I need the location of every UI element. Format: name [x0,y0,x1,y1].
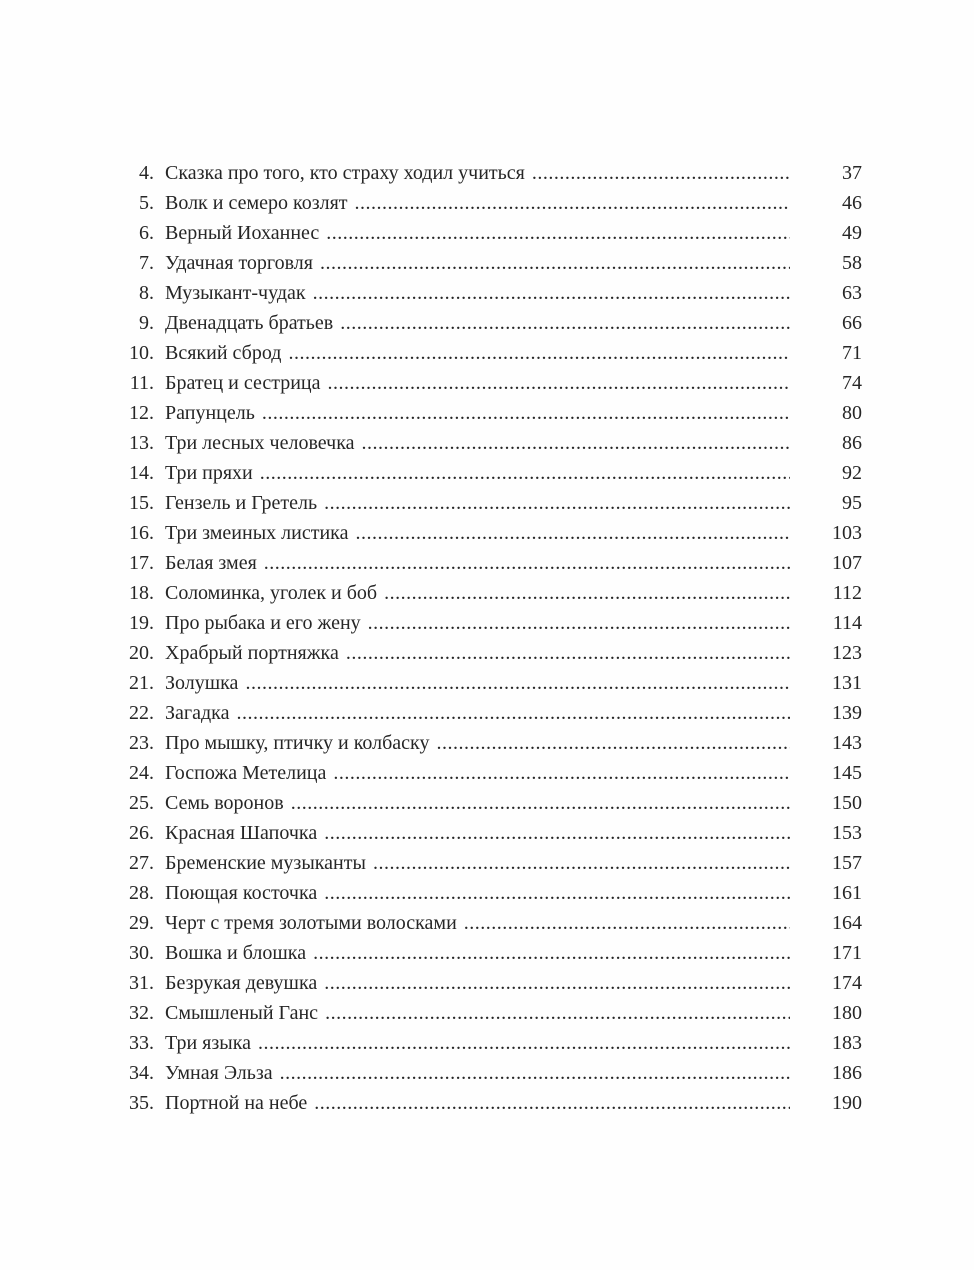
toc-entry-number: 14. [129,462,154,484]
toc-entry-number: 30. [129,942,154,964]
toc-entry-page: 95 [842,492,862,514]
toc-entry [112,488,862,518]
dot-leader [324,818,790,848]
toc-entry-title: Черт с тремя золотыми волосками [165,912,457,934]
toc-entry-number: 33. [129,1032,154,1054]
toc-entry-page: 114 [832,612,862,634]
dot-leader [368,608,790,638]
dot-leader [320,248,790,278]
toc-entry-page: 150 [832,792,862,814]
toc-entry-title: Всякий сброд [165,342,282,364]
toc-entry-title: Безрукая девушка [165,972,318,994]
toc-entry-number: 9. [139,312,154,334]
toc-entry-number: 20. [129,642,154,664]
toc-entry-title: Удачная торговля [165,252,313,274]
toc-entry-page: 92 [842,462,862,484]
toc-entry [112,428,862,458]
toc-entry-page: 131 [832,672,862,694]
toc-entry [112,578,862,608]
toc-entry-title: Поющая косточка [165,882,318,904]
toc-entry-number: 17. [129,552,154,574]
toc-entry-number: 4. [139,162,154,184]
toc-entry [112,1088,862,1118]
toc-entry-number: 29. [129,912,154,934]
toc-entry-number: 23. [129,732,154,754]
toc-entry-title: Умная Эльза [165,1062,273,1084]
toc-entry-title: Верный Иоханнес [165,222,320,244]
toc-entry-title: Смышленый Ганс [165,1002,319,1024]
toc-entry-page: 107 [832,552,862,574]
dot-leader [355,518,790,548]
dot-leader [384,578,790,608]
toc-entry-page: 66 [842,312,862,334]
toc-entry-page: 153 [832,822,862,844]
toc-entry-page: 161 [832,882,862,904]
dot-leader [362,428,790,458]
toc-entry-title: Белая змея [165,552,257,574]
toc-entry-number: 21. [129,672,154,694]
toc-entry-page: 164 [832,912,862,934]
toc-entry-page: 139 [832,702,862,724]
dot-leader [324,488,790,518]
toc-entry-page: 103 [832,522,862,544]
toc-entry [112,308,862,338]
toc-entry-number: 11. [129,372,154,394]
toc-entry-title: Храбрый портняжка [165,642,339,664]
toc-entry-title: Бременские музыканты [165,852,366,874]
toc-entry-title: Семь воронов [165,792,284,814]
toc-entry-page: 49 [842,222,862,244]
toc-entry [112,608,862,638]
toc-entry-title: Три пряхи [165,462,253,484]
dot-leader [258,1028,790,1058]
toc-entry-number: 8. [139,282,154,304]
toc-entry-title: Двенадцать братьев [165,312,334,334]
toc-entry [112,758,862,788]
toc-entry [112,218,862,248]
toc-entry-page: 174 [832,972,862,994]
dot-leader [264,548,790,578]
toc-entry-title: Музыкант-чудак [165,282,306,304]
toc-entry-page: 190 [832,1092,862,1114]
toc-entry [112,728,862,758]
toc-entry-title: Загадка [165,702,230,724]
toc-entry [112,368,862,398]
toc-entry-number: 28. [129,882,154,904]
toc-entry-title: Гензель и Гретель [165,492,318,514]
toc-entry-number: 24. [129,762,154,784]
dot-leader [373,848,790,878]
toc-entry-number: 16. [129,522,154,544]
dot-leader [236,698,790,728]
toc-entry-number: 18. [129,582,154,604]
toc-entry-number: 5. [139,192,154,214]
dot-leader [532,158,790,188]
toc-entry [112,1028,862,1058]
toc-entry-number: 12. [129,402,154,424]
toc-entry-number: 35. [129,1092,154,1114]
toc-entry-page: 112 [832,582,862,604]
toc-entry-page: 80 [842,402,862,424]
dot-leader [245,668,790,698]
dot-leader [324,968,790,998]
toc-entry-page: 186 [832,1062,862,1084]
toc-entry-number: 32. [129,1002,154,1024]
toc-entry [112,158,862,188]
toc-entry-title: Три языка [165,1032,251,1054]
toc-entry-number: 26. [129,822,154,844]
toc-entry-number: 34. [129,1062,154,1084]
dot-leader [324,878,790,908]
toc-entry-title: Про мышку, птичку и колбаску [165,732,430,754]
toc-entry-page: 63 [842,282,862,304]
dot-leader [260,458,790,488]
toc-entry [112,398,862,428]
dot-leader [313,938,790,968]
toc-entry-page: 123 [832,642,862,664]
toc-entry [112,188,862,218]
toc-entry-title: Три змеиных листика [165,522,349,544]
toc-entry-number: 13. [129,432,154,454]
toc-entry [112,938,862,968]
toc-entry-number: 15. [129,492,154,514]
toc-entry [112,908,862,938]
toc-entry [112,458,862,488]
toc-entry-page: 171 [832,942,862,964]
toc-entry-title: Братец и сестрица [165,372,321,394]
dot-leader [333,758,790,788]
toc-entry-title: Волк и семеро козлят [165,192,348,214]
toc-entry-title: Госпожа Метелица [165,762,327,784]
toc-entry-number: 7. [139,252,154,274]
toc-entry [112,998,862,1028]
toc-entry-number: 22. [129,702,154,724]
toc-entry [112,248,862,278]
toc-entry-page: 71 [842,342,862,364]
dot-leader [262,398,790,428]
toc-entry-page: 86 [842,432,862,454]
toc-entry-number: 6. [139,222,154,244]
toc-entry-page: 143 [832,732,862,754]
toc-entry [112,968,862,998]
dot-leader [313,278,790,308]
dot-leader [325,998,790,1028]
dot-leader [291,788,790,818]
toc-entry [112,788,862,818]
toc-entry [112,548,862,578]
dot-leader [280,1058,790,1088]
toc-entry-page: 46 [842,192,862,214]
toc-entry-title: Рапунцель [165,402,255,424]
toc-entry [112,1058,862,1088]
toc-entry [112,518,862,548]
dot-leader [355,188,790,218]
toc-entry-number: 31. [129,972,154,994]
toc-entry [112,878,862,908]
toc-entry-page: 58 [842,252,862,274]
toc-entry-number: 25. [129,792,154,814]
dot-leader [437,728,791,758]
dot-leader [340,308,790,338]
toc-entry [112,848,862,878]
dot-leader [314,1088,790,1118]
dot-leader [464,908,790,938]
dot-leader [346,638,790,668]
toc-entry-title: Соломинка, уголек и боб [165,582,378,604]
toc-entry [112,698,862,728]
toc-entry-title: Про рыбака и его жену [165,612,361,634]
toc-entry-page: 180 [832,1002,862,1024]
toc-entry [112,278,862,308]
toc-entry [112,338,862,368]
dot-leader [326,218,790,248]
toc-entry [112,818,862,848]
toc-entry-page: 74 [842,372,862,394]
toc-entry-number: 10. [129,342,154,364]
toc-entry-page: 183 [832,1032,862,1054]
toc-entry-page: 37 [842,162,862,184]
toc-entry-title: Красная Шапочка [165,822,318,844]
toc-entry [112,668,862,698]
toc-entry-title: Сказка про того, кто страху ходил учиться [165,162,525,184]
toc-entry-page: 157 [832,852,862,874]
toc-entry-title: Золушка [165,672,239,694]
toc-entry-title: Вошка и блошка [165,942,307,964]
toc-list [112,158,862,1118]
toc-entry-number: 19. [129,612,154,634]
toc-entry-page: 145 [832,762,862,784]
dot-leader [328,368,790,398]
toc-entry [112,638,862,668]
toc-entry-title: Три лесных человечка [165,432,355,454]
toc-entry-number: 27. [129,852,154,874]
toc-entry-title: Портной на небе [165,1092,308,1114]
dot-leader [288,338,790,368]
